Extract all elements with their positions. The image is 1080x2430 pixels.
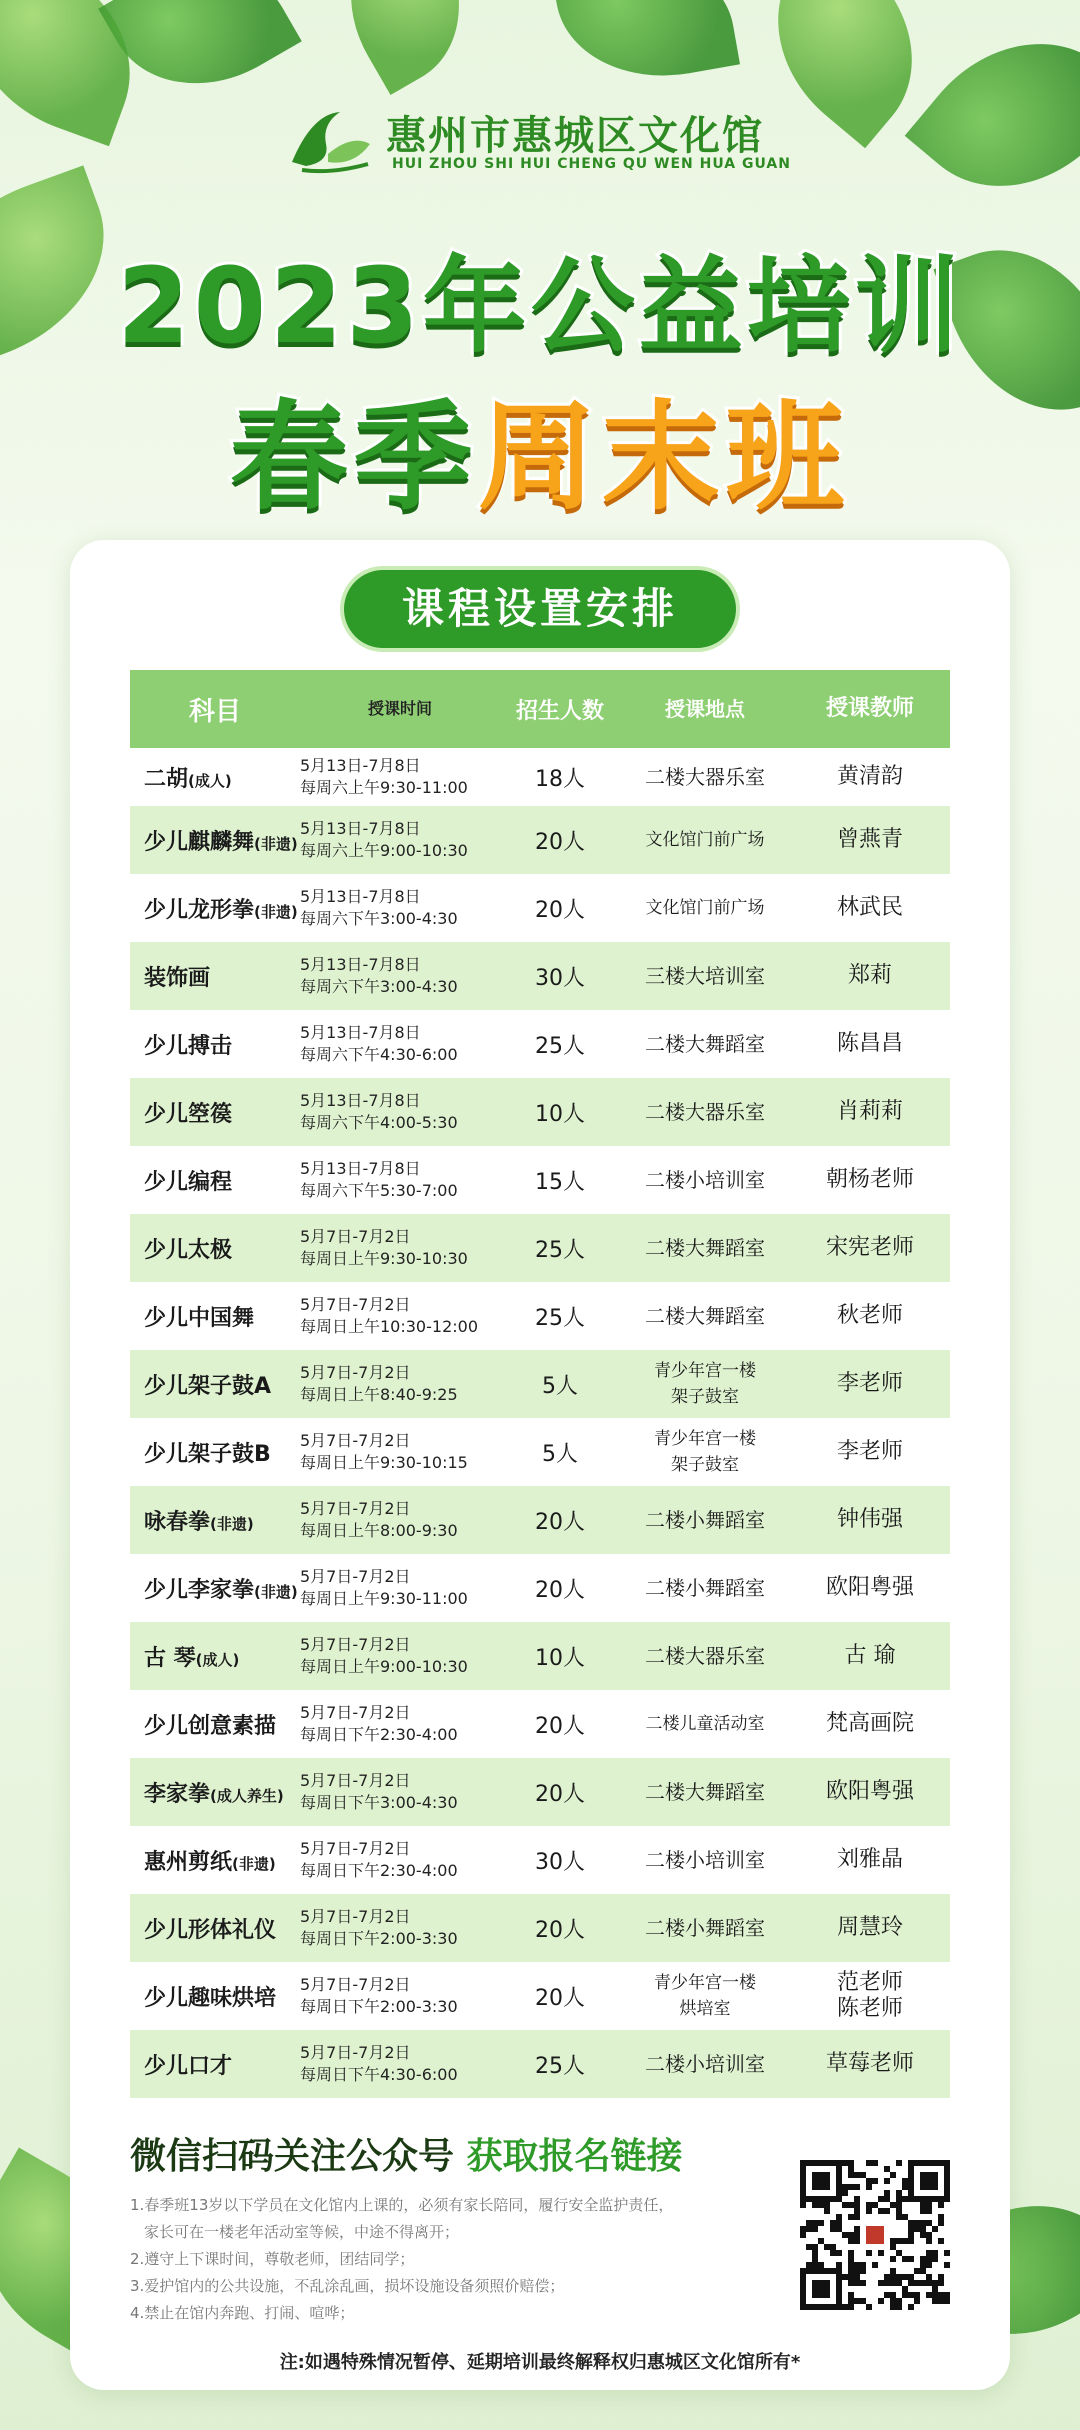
- teacher-name: 秋老师: [836, 1303, 903, 1328]
- course-enrollment: 20人: [535, 829, 585, 855]
- teacher-name: 黄清韵: [836, 764, 903, 789]
- table-body: [130, 748, 950, 2098]
- course-time: [300, 1226, 500, 1270]
- course-date: 5月7日-7月2日: [300, 1635, 411, 1654]
- course-location: [620, 2051, 790, 2077]
- course-date: 5月13日-7月8日: [300, 756, 421, 775]
- course-time: [300, 1022, 500, 1066]
- course-enrollment: 25人: [535, 2053, 585, 2079]
- note-item: 4.禁止在馆内奔跑、打闹、喧哗；: [130, 2304, 355, 2322]
- course-location: [620, 1779, 790, 1805]
- course-location: [620, 1970, 790, 2022]
- teacher-name: 梵高画院: [825, 1711, 914, 1736]
- title-spring: 春季: [229, 388, 478, 526]
- course-subject: [130, 1777, 300, 1808]
- course-location: [620, 1575, 790, 1601]
- table-row: [130, 1622, 950, 1690]
- course-subject: [130, 1029, 300, 1060]
- course-date: 5月13日-7月8日: [300, 1159, 421, 1178]
- course-teacher: [790, 895, 950, 921]
- museum-logo: [0, 100, 1080, 180]
- rules-notes: [130, 2192, 770, 2327]
- poster-title-line2: [0, 362, 1080, 532]
- course-hours: 每周六下午4:00-5:30: [300, 1113, 458, 1132]
- course-subject: [130, 1233, 300, 1264]
- location-line: 二楼小舞蹈室: [645, 1508, 765, 1532]
- course-teacher: [790, 1303, 950, 1329]
- course-teacher: [790, 1711, 950, 1737]
- subject-name: 少儿架子鼓A: [144, 1373, 272, 1399]
- course-enrollment: 5人: [542, 1373, 578, 1399]
- course-hours: 每周日上午9:30-10:15: [300, 1453, 468, 1472]
- col-count: 招生人数: [515, 698, 604, 724]
- subject-name: 少儿搏击: [144, 1033, 233, 1059]
- course-teacher: [790, 1031, 950, 1057]
- course-time: [300, 1838, 500, 1882]
- wechat-text: 微信扫码关注公众号: [130, 2136, 467, 2177]
- course-hours: 每周日下午2:00-3:30: [300, 1997, 458, 2016]
- course-subject: [130, 1981, 300, 2012]
- course-teacher: [790, 1099, 950, 1125]
- course-date: 5月7日-7月2日: [300, 2043, 411, 2062]
- signup-link-text: 获取报名链接: [466, 2136, 683, 2177]
- course-date: 5月13日-7月8日: [300, 819, 421, 838]
- course-subject: [130, 1709, 300, 1740]
- course-time: [300, 1634, 500, 1678]
- col-subject: 科目: [188, 696, 241, 727]
- course-subject: [130, 1165, 300, 1196]
- table-row: [130, 1486, 950, 1554]
- course-hours: 每周六下午3:00-4:30: [300, 909, 458, 928]
- course-date: 5月13日-7月8日: [300, 887, 421, 906]
- course-hours: 每周日下午2:00-3:30: [300, 1929, 458, 1948]
- subject-name: 二胡: [144, 766, 189, 792]
- course-location: [620, 1358, 790, 1410]
- table-row: [130, 1554, 950, 1622]
- teacher-name: 陈昌昌: [836, 1031, 903, 1056]
- location-line: 二楼大器乐室: [645, 1644, 765, 1668]
- teacher-name: 欧阳粤强: [825, 1779, 914, 1804]
- location-line: 二楼大舞蹈室: [645, 1032, 765, 1056]
- course-subject: [130, 1845, 300, 1876]
- table-row: [130, 1758, 950, 1826]
- subject-name: 惠州剪纸: [144, 1849, 233, 1875]
- course-hours: 每周日上午9:30-11:00: [300, 1589, 468, 1608]
- course-enrollment: 20人: [535, 1985, 585, 2011]
- course-hours: 每周日上午10:30-12:00: [300, 1317, 478, 1336]
- course-date: 5月7日-7月2日: [300, 1771, 411, 1790]
- course-enrollment: 20人: [535, 897, 585, 923]
- course-location: [620, 1426, 790, 1478]
- subject-name: 李家拳: [144, 1781, 211, 1807]
- course-hours: 每周日上午8:00-9:30: [300, 1521, 458, 1540]
- course-teacher: [790, 827, 950, 853]
- course-teacher: [790, 1439, 950, 1465]
- teacher-name: 李老师: [836, 1371, 903, 1396]
- title-weekend-class: 周末班: [478, 388, 851, 526]
- course-hours: 每周日下午2:30-4:00: [300, 1861, 458, 1880]
- course-location: [620, 1167, 790, 1193]
- course-time: [300, 1702, 500, 1746]
- table-row: [130, 806, 950, 874]
- location-line: 青少年宫一楼: [654, 1429, 756, 1449]
- course-location: [620, 1031, 790, 1057]
- course-teacher: [790, 1847, 950, 1873]
- location-line: 二楼大器乐室: [645, 1100, 765, 1124]
- teacher-name: 曾燕青: [836, 827, 903, 852]
- teacher-name: 朝杨老师: [825, 1167, 914, 1192]
- subject-tag: (成人): [195, 1650, 240, 1669]
- course-time: [300, 1566, 500, 1610]
- location-line: 二楼大舞蹈室: [645, 1304, 765, 1328]
- leaf-decoration: [550, 0, 740, 94]
- location-line: 二楼小培训室: [645, 1848, 765, 1872]
- teacher-name: 郑莉: [847, 963, 892, 988]
- subject-name: 少儿箜篌: [144, 1101, 233, 1127]
- location-line: 青少年宫一楼: [654, 1973, 756, 1993]
- location-line: 二楼大舞蹈室: [645, 1780, 765, 1804]
- course-hours: 每周六上午9:00-10:30: [300, 841, 468, 860]
- course-time: [300, 1158, 500, 1202]
- course-enrollment: 30人: [535, 1849, 585, 1875]
- course-enrollment: 25人: [535, 1237, 585, 1263]
- table-row: [130, 1214, 950, 1282]
- course-enrollment: 20人: [535, 1577, 585, 1603]
- course-teacher: [790, 1915, 950, 1941]
- course-teacher: [790, 1235, 950, 1261]
- course-time: [300, 2042, 500, 2086]
- poster-title-line1: 2023年公益培训: [117, 245, 963, 367]
- course-subject: [130, 2049, 300, 2080]
- swan-logo-icon: [282, 104, 374, 174]
- course-teacher: [790, 764, 950, 790]
- subject-name: 少儿李家拳: [144, 1577, 255, 1603]
- location-line: 烘培室: [679, 1999, 731, 2019]
- course-date: 5月7日-7月2日: [300, 1227, 411, 1246]
- teacher-name: 刘雅晶: [836, 1847, 903, 1872]
- subject-name: 少儿太极: [144, 1237, 233, 1263]
- course-date: 5月7日-7月2日: [300, 1567, 411, 1586]
- course-subject: [130, 1437, 300, 1468]
- course-location: [620, 1235, 790, 1261]
- course-date: 5月7日-7月2日: [300, 1703, 411, 1722]
- teacher-name: 李老师: [836, 1439, 903, 1464]
- course-date: 5月7日-7月2日: [300, 1907, 411, 1926]
- table-row: [130, 1146, 950, 1214]
- teacher-name: 宋宪老师: [825, 1235, 914, 1260]
- course-location: [620, 1643, 790, 1669]
- subject-name: 少儿趣味烘培: [144, 1985, 277, 2011]
- note-item: 3.爱护馆内的公共设施，不乱涂乱画，损坏设施设备须照价赔偿；: [130, 2277, 565, 2295]
- course-subject: [130, 1641, 300, 1672]
- course-time: [300, 1090, 500, 1134]
- course-time: [300, 1430, 500, 1474]
- location-line: 二楼大舞蹈室: [645, 1236, 765, 1260]
- note-item: 1.春季班13岁以下学员在文化馆内上课的，必须有家长陪同，履行安全监护责任，: [130, 2196, 674, 2214]
- course-teacher: [790, 1779, 950, 1805]
- logo-chinese-name: 惠州市惠城区文化馆: [386, 113, 764, 159]
- subject-name: 少儿口才: [144, 2053, 233, 2079]
- course-time: [300, 954, 500, 998]
- subject-tag: (非遗): [210, 1514, 254, 1533]
- course-time: [300, 818, 500, 862]
- course-subject: [130, 893, 300, 924]
- course-date: 5月7日-7月2日: [300, 1499, 411, 1518]
- table-row: [130, 1418, 950, 1486]
- course-table: [130, 670, 950, 2098]
- course-enrollment: 30人: [535, 965, 585, 991]
- course-enrollment: 18人: [535, 766, 585, 792]
- teacher-name: 钟伟强: [836, 1507, 903, 1532]
- subject-name: 少儿架子鼓B: [144, 1441, 271, 1467]
- table-row: [130, 1010, 950, 1078]
- course-teacher: [790, 1643, 950, 1669]
- location-line: 二楼小舞蹈室: [645, 1576, 765, 1600]
- course-date: 5月13日-7月8日: [300, 1091, 421, 1110]
- location-line: 文化馆门前广场: [645, 898, 765, 918]
- course-date: 5月13日-7月8日: [300, 955, 421, 974]
- location-line: 二楼大器乐室: [645, 765, 765, 789]
- table-row: [130, 1078, 950, 1146]
- teacher-name: 范老师: [836, 1970, 903, 1995]
- course-enrollment: 5人: [542, 1441, 578, 1467]
- course-subject: [130, 1505, 300, 1536]
- table-row: [130, 1690, 950, 1758]
- course-hours: 每周日下午3:00-4:30: [300, 1793, 458, 1812]
- location-line: 三楼大培训室: [645, 964, 765, 988]
- logo-english-name: HUI ZHOU SHI HUI CHENG QU WEN HUA GUAN: [392, 156, 791, 172]
- location-line: 青少年宫一楼: [654, 1361, 756, 1381]
- course-time: [300, 1498, 500, 1542]
- course-teacher: [790, 1507, 950, 1533]
- col-time: 授课时间: [367, 699, 432, 718]
- course-time: [300, 1362, 500, 1406]
- col-teacher: 授课教师: [825, 696, 914, 721]
- course-enrollment: 20人: [535, 1713, 585, 1739]
- course-location: [620, 963, 790, 989]
- course-subject: [130, 1097, 300, 1128]
- course-hours: 每周六下午4:30-6:00: [300, 1045, 458, 1064]
- wechat-qr-code[interactable]: [800, 2160, 950, 2310]
- course-teacher: [790, 1575, 950, 1601]
- course-time: [300, 755, 500, 799]
- course-hours: 每周六下午5:30-7:00: [300, 1181, 458, 1200]
- course-time: [300, 1906, 500, 1950]
- location-line: 架子鼓室: [671, 1387, 739, 1407]
- course-subject: [130, 961, 300, 992]
- course-teacher: [790, 1167, 950, 1193]
- table-row: [130, 748, 950, 806]
- course-subject: [130, 1573, 300, 1604]
- course-location: [620, 1507, 790, 1533]
- course-time: [300, 886, 500, 930]
- course-time: [300, 1974, 500, 2018]
- schedule-card: [70, 540, 1010, 2390]
- subject-name: 少儿编程: [144, 1169, 233, 1195]
- course-hours: 每周日下午4:30-6:00: [300, 2065, 458, 2084]
- teacher-name: 陈老师: [836, 1996, 903, 2021]
- subject-tag: (成人): [188, 771, 232, 790]
- table-row: [130, 1350, 950, 1418]
- course-hours: 每周六下午3:00-4:30: [300, 977, 458, 996]
- subject-name: 装饰画: [144, 965, 211, 991]
- footer-disclaimer: 注:如遇特殊情况暂停、延期培训最终解释权归惠城区文化馆所有*: [279, 2352, 801, 2373]
- course-time: [300, 1770, 500, 1814]
- table-row: [130, 1962, 950, 2030]
- table-row: [130, 874, 950, 942]
- course-location: [620, 764, 790, 790]
- course-enrollment: 25人: [535, 1305, 585, 1331]
- course-enrollment: 20人: [535, 1509, 585, 1535]
- course-date: 5月7日-7月2日: [300, 1839, 411, 1858]
- section-title: 课程设置安排: [340, 566, 740, 652]
- course-date: 5月13日-7月8日: [300, 1023, 421, 1042]
- subject-tag: (非遗): [232, 1854, 276, 1873]
- teacher-name: 古 瑜: [844, 1643, 896, 1668]
- course-hours: 每周日上午8:40-9:25: [300, 1385, 458, 1404]
- course-location: [620, 895, 790, 921]
- course-enrollment: 25人: [535, 1033, 585, 1059]
- course-enrollment: 20人: [535, 1781, 585, 1807]
- teacher-name: 草莓老师: [825, 2051, 914, 2076]
- course-teacher: [790, 2051, 950, 2077]
- table-header: [130, 670, 950, 748]
- course-location: [620, 1099, 790, 1125]
- course-teacher: [790, 1371, 950, 1397]
- course-subject: [130, 1301, 300, 1332]
- leaf-decoration: [316, 0, 495, 95]
- col-place: 授课地点: [665, 697, 745, 721]
- location-line: 二楼儿童活动室: [645, 1714, 765, 1734]
- course-subject: [130, 1913, 300, 1944]
- course-enrollment: 15人: [535, 1169, 585, 1195]
- course-location: [620, 1303, 790, 1329]
- course-location: [620, 1915, 790, 1941]
- subject-tag: (成人养生): [210, 1786, 284, 1805]
- subject-name: 少儿麒麟舞: [144, 829, 255, 855]
- subject-name: 咏春拳: [144, 1509, 211, 1535]
- teacher-name: 欧阳粤强: [825, 1575, 914, 1600]
- course-location: [620, 827, 790, 853]
- subject-name: 少儿中国舞: [144, 1305, 255, 1331]
- note-item: 2.遵守上下课时间，尊敬老师，团结同学；: [130, 2250, 415, 2268]
- wechat-prompt: [130, 2128, 683, 2179]
- course-hours: 每周六上午9:30-11:00: [300, 778, 468, 797]
- note-item: 家长可在一楼老年活动室等候，中途不得离开；: [144, 2223, 460, 2241]
- teacher-name: 周慧玲: [836, 1915, 903, 1940]
- course-hours: 每周日上午9:30-10:30: [300, 1249, 468, 1268]
- course-subject: [130, 1369, 300, 1400]
- subject-name: 少儿形体礼仪: [144, 1917, 277, 1943]
- course-date: 5月7日-7月2日: [300, 1295, 411, 1314]
- course-location: [620, 1711, 790, 1737]
- subject-name: 少儿龙形拳: [144, 897, 255, 923]
- course-time: [300, 1294, 500, 1338]
- subject-name: 少儿创意素描: [144, 1713, 277, 1739]
- location-line: 二楼小培训室: [645, 2052, 765, 2076]
- table-row: [130, 942, 950, 1010]
- location-line: 文化馆门前广场: [645, 830, 765, 850]
- course-subject: [130, 825, 300, 856]
- course-hours: 每周日下午2:30-4:00: [300, 1725, 458, 1744]
- course-date: 5月7日-7月2日: [300, 1431, 411, 1450]
- course-enrollment: 20人: [535, 1917, 585, 1943]
- course-enrollment: 10人: [535, 1645, 585, 1671]
- table-row: [130, 2030, 950, 2098]
- course-enrollment: 10人: [535, 1101, 585, 1127]
- course-teacher: [790, 963, 950, 989]
- teacher-name: 林武民: [836, 895, 903, 920]
- course-hours: 每周日上午9:00-10:30: [300, 1657, 468, 1676]
- subject-tag: (非遗): [254, 902, 298, 921]
- location-line: 二楼小培训室: [645, 1168, 765, 1192]
- subject-tag: (非遗): [254, 834, 298, 853]
- table-row: [130, 1894, 950, 1962]
- teacher-name: 肖莉莉: [836, 1099, 903, 1124]
- course-teacher: [790, 1970, 950, 2022]
- table-row: [130, 1282, 950, 1350]
- course-date: 5月7日-7月2日: [300, 1975, 411, 1994]
- table-row: [130, 1826, 950, 1894]
- course-subject: [130, 762, 300, 793]
- course-location: [620, 1847, 790, 1873]
- location-line: 二楼小舞蹈室: [645, 1916, 765, 1940]
- course-date: 5月7日-7月2日: [300, 1363, 411, 1382]
- subject-tag: (非遗): [254, 1582, 298, 1601]
- subject-name: 古 琴: [144, 1645, 196, 1671]
- location-line: 架子鼓室: [671, 1455, 739, 1475]
